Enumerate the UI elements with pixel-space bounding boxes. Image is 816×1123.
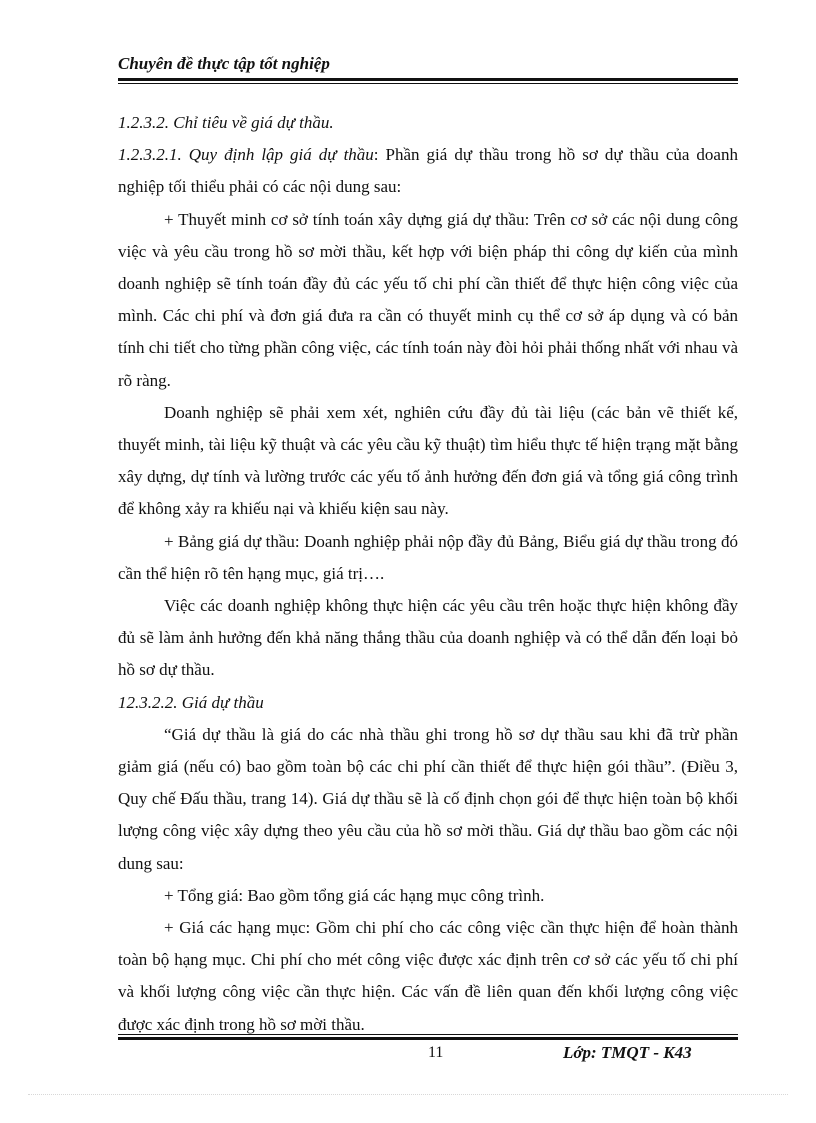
paragraph: + Tổng giá: Bao gồm tổng giá các hạng mục công trình.	[164, 885, 545, 905]
page-number: 11	[428, 1044, 444, 1061]
paragraph: + Giá các hạng mục: Gồm chi phí cho các công việc cần thực hiện để hoàn thành toàn bộ hạng mục. Chi phí cho mét công việc được xác định trên cơ sở các yếu tố chi phí và khối lượng công việc cần thực hiện. Các vấn đề liên quan đến khối lượng công việc được xác định trong hồ sơ mời thầu.	[118, 918, 738, 1034]
section-heading-12-3-2-2: 12.3.2.2. Giá dự thầu	[118, 692, 264, 712]
paragraph: Doanh nghiệp sẽ phải xem xét, nghiên cứu đầy đủ tài liệu (các bản vẽ thiết kế, thuyết minh, tài liệu kỹ thuật và các yêu cầu kỹ thuật) tìm hiểu thực tế hiện trạng mặt bằng xây dựng, dự tính và lường trước các yếu tố ảnh hưởng đến đơn giá và tổng giá công trình để không xảy ra khiếu nại và khiếu kiện sau này.	[118, 402, 738, 519]
page-bottom-dotted-line	[28, 1094, 788, 1095]
subsection-1-2-3-2-1	[118, 139, 738, 203]
page-header	[118, 52, 738, 84]
section-heading-1-2-3-2: 1.2.3.2. Chỉ tiêu về giá dự thầu.	[118, 113, 334, 132]
footer-rule-thin	[118, 1034, 738, 1035]
page-footer	[118, 1034, 738, 1068]
paragraph: “Giá dự thầu là giá do các nhà thầu ghi trong hồ sơ dự thầu sau khi đã trừ phần giảm giá (nếu có) bao gồm toàn bộ các chi phí cần thiết để thực hiện gói thầu”. (Điều 3, Quy chế Đấu thầu, trang 14). Giá dự thầu sẽ là cố định chọn gói để thực hiện toàn bộ khối lượng công việc xây dựng theo yêu cầu của hồ sơ mời thầu. Giá dự thầu bao gồm các nội dung sau:	[118, 724, 738, 873]
header-rule-thin	[118, 83, 738, 84]
paragraph: + Bảng giá dự thầu: Doanh nghiệp phải nộp đầy đủ Bảng, Biểu giá dự thầu trong đó cần thể hiện rõ tên hạng mục, giá trị….	[118, 531, 738, 583]
paragraph: + Thuyết minh cơ sở tính toán xây dựng giá dự thầu: Trên cơ sở các nội dung công việc và yêu cầu trong hồ sơ mời thầu, kết hợp với biện pháp thi công dự kiến của mình doanh nghiệp sẽ tính toán đầy đủ các yếu tố chi phí cần thiết để thực hiện công việc của mình. Các chi phí và đơn giá đưa ra cần có thuyết minh cụ thể cơ sở áp dụng và có bản tính chi tiết cho từng phần công việc, các tính toán này đòi hỏi phải thống nhất với nhau và rõ ràng.	[118, 209, 738, 390]
document-body	[118, 107, 738, 1041]
subsection-intro-text: : Phần giá dự thầu trong hồ sơ dự thầu của doanh nghiệp tối thiểu phải có các nội dung sau:	[118, 145, 738, 197]
class-label: Lớp: TMQT - K43	[563, 1043, 692, 1062]
header-title: Chuyên đề thực tập tốt nghiệp	[118, 54, 330, 73]
subsection-heading: 1.2.3.2.1. Quy định lập giá dự thầu	[118, 145, 374, 165]
paragraph: Việc các doanh nghiệp không thực hiện các yêu cầu trên hoặc thực hiện không đầy đủ sẽ làm ảnh hưởng đến khả năng thắng thầu của doanh nghiệp và có thể dẫn đến loại bỏ hồ sơ dự thầu.	[118, 596, 738, 680]
header-rule-thick	[118, 78, 738, 81]
